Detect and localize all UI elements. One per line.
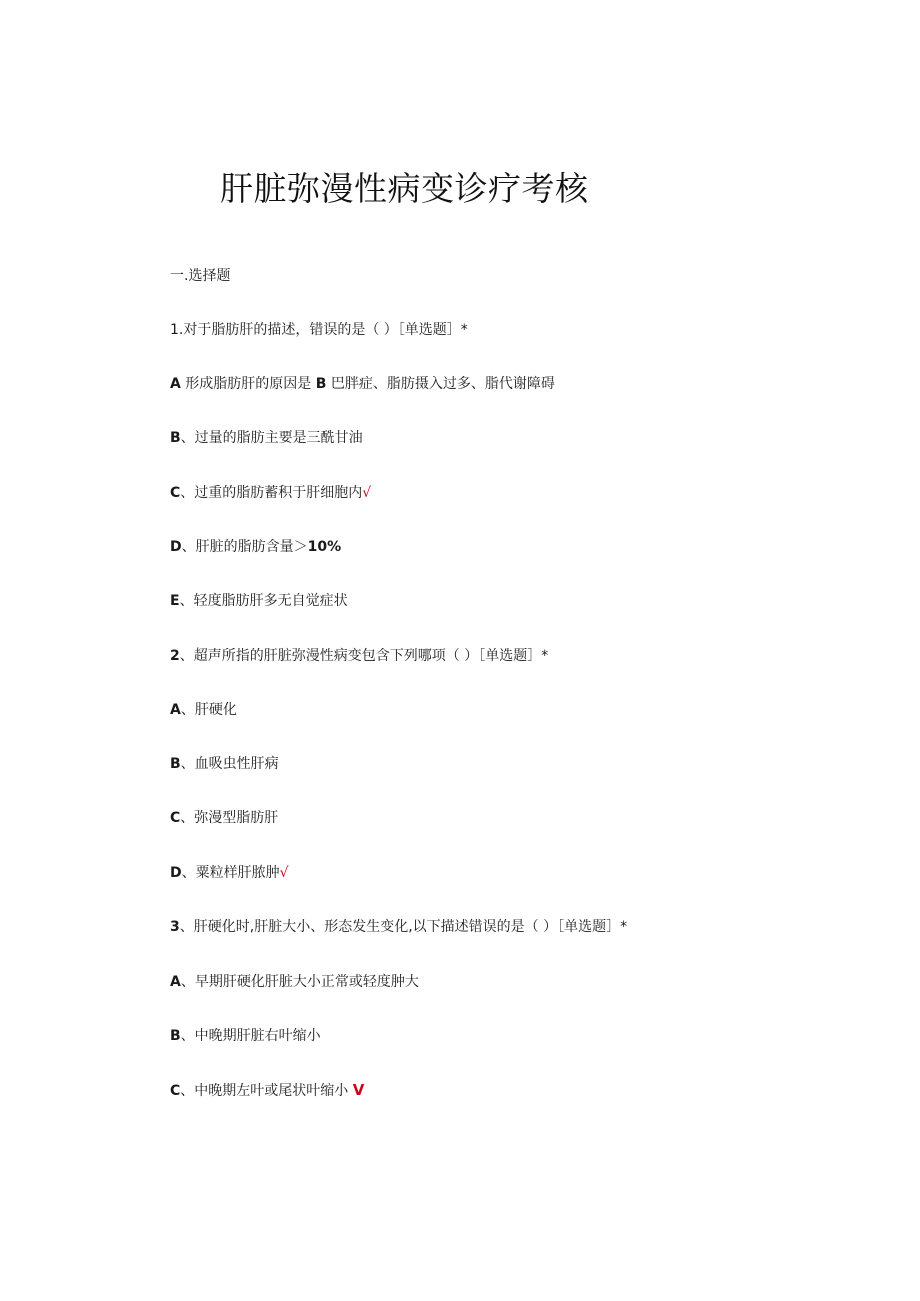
option-text: 、过重的脂肪蓄积于肝细胞内: [180, 485, 363, 501]
option-text: 、轻度脂肪肝多无自觉症状: [179, 593, 348, 609]
question-2-option-c: [170, 808, 278, 828]
option-text: 、早期肝硬化肝脏大小正常或轻度肿大: [180, 974, 419, 990]
option-value: 10%: [307, 539, 342, 555]
question-2-stem: [170, 646, 548, 666]
option-text: 、中晚期肝脏右叶缩小: [180, 1028, 321, 1044]
option-text: 形成脂肪肝的原因是: [180, 376, 316, 392]
question-3-option-c: [170, 1080, 364, 1101]
option-text: 、肝脏的脂肪含量＞: [181, 539, 308, 555]
question-3-option-b: [170, 1026, 321, 1046]
option-text: 、血吸虫性肝病: [180, 756, 279, 772]
question-1-option-b: [170, 428, 363, 448]
question-1-stem: 1.对于脂肪肝的描述，错误的是（ ）［单选题］*: [170, 322, 468, 338]
option-text-continued: 巴胖症、脂肪摄入过多、脂代谢障碍: [326, 376, 555, 392]
question-text: 、超声所指的肝脏弥漫性病变包含下列哪项（ ）［单选题］*: [179, 648, 549, 664]
option-text: 、过量的脂肪主要是三酰甘油: [180, 430, 363, 446]
option-letter: B: [170, 430, 181, 446]
question-number: 2: [170, 648, 180, 664]
option-letter: E: [170, 593, 180, 609]
option-letter: A: [170, 702, 181, 718]
correct-answer-mark: √: [279, 865, 289, 881]
document-title: 肝脏弥漫性病变诊疗考核: [220, 169, 589, 208]
question-3-option-a: [170, 972, 419, 992]
section-heading: 一.选择题: [170, 268, 231, 284]
option-letter: C: [170, 810, 181, 826]
question-1-option-d: [170, 537, 341, 557]
question-number: 3: [170, 919, 180, 935]
question-1-option-e: [170, 591, 348, 611]
correct-answer-mark: √: [362, 485, 372, 501]
question-2-option-b: [170, 754, 279, 774]
question-text: 、肝硬化时,肝脏大小、形态发生变化,以下描述错误的是（ ）［单选题］*: [179, 919, 628, 935]
option-text: 、粟粒样肝脓肿: [181, 865, 280, 881]
option-text: 、肝硬化: [180, 702, 237, 718]
option-letter: B: [170, 756, 181, 772]
option-text: 、中晚期左叶或尾状叶缩小: [180, 1083, 353, 1099]
option-letter: B: [170, 1028, 181, 1044]
question-2-option-a: [170, 700, 237, 720]
option-letter: C: [170, 485, 181, 501]
option-letter: A: [170, 974, 181, 990]
option-letter: D: [170, 865, 182, 881]
question-3-stem: [170, 917, 627, 937]
option-letter: A: [170, 376, 181, 392]
correct-answer-mark: V: [352, 1081, 365, 1099]
question-1-option-a: [170, 374, 555, 394]
option-letter-inline: B: [315, 376, 327, 392]
question-1-option-c: [170, 483, 371, 503]
option-text: 、弥漫型脂肪肝: [180, 810, 279, 826]
option-letter: C: [170, 1083, 181, 1099]
option-letter: D: [170, 539, 182, 555]
question-2-option-d: [170, 863, 289, 883]
